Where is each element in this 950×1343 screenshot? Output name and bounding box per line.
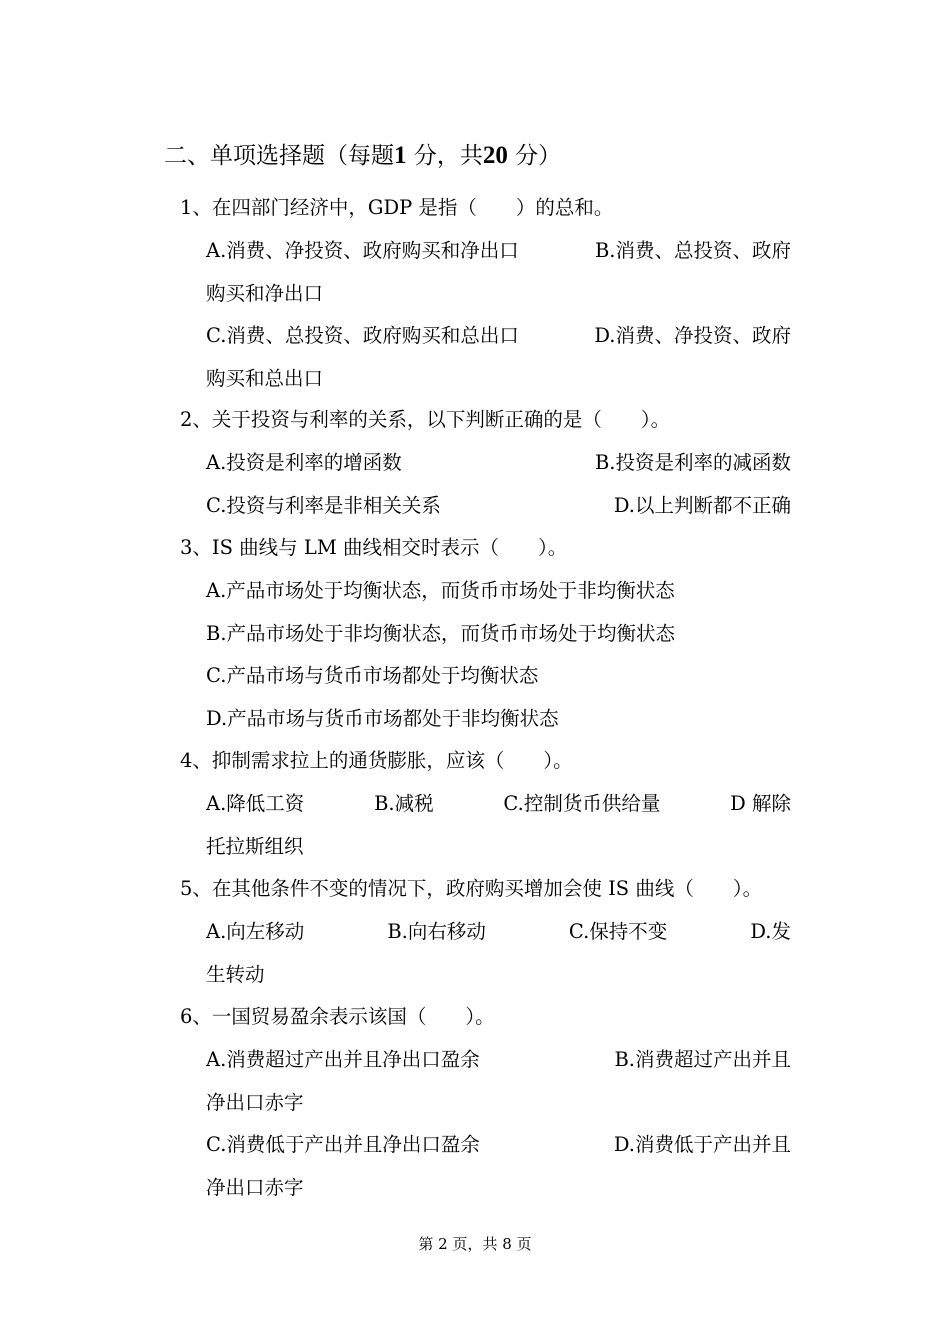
option-text: 托拉斯组织 [206, 834, 304, 858]
option-line [206, 832, 304, 862]
question-stem: 2、关于投资与利率的关系，以下判断正确的是（ ）。 [180, 408, 671, 431]
option-text: A.投资是利率的增函数 [206, 451, 402, 474]
option-text: D.以上判断都不正确 [613, 493, 791, 517]
option-text: D.产品市场与货币市场都处于非均衡状态 [206, 706, 559, 730]
section-title-mid: 分，共 [413, 143, 483, 169]
option-text: A.向左移动 [206, 920, 305, 943]
option-text: 购买和净出口 [206, 281, 324, 305]
option-line [206, 236, 791, 266]
option-line [206, 619, 675, 649]
option-text: C.控制货币供给量 [503, 792, 661, 815]
option-line [206, 1088, 304, 1118]
option-text: A.降低工资 [206, 792, 305, 815]
option-text: C.投资与利率是非相关关系 [206, 493, 441, 517]
question-stem: 4、抑制需求拉上的通货膨胀，应该（ ）。 [180, 749, 573, 772]
option-text: 生转动 [206, 962, 265, 986]
option-line [206, 704, 559, 734]
option-text: 购买和总出口 [206, 366, 324, 390]
question-stem: 3、IS 曲线与 LM 曲线相交时表示（ ）。 [180, 536, 568, 559]
option-line [206, 448, 791, 478]
option-text: 净出口赤字 [206, 1175, 304, 1199]
question-stem: 1、在四部门经济中，GDP 是指（ ）的总和。 [180, 196, 614, 219]
page-footer: 第 2 页，共 8 页 [418, 1235, 532, 1253]
option-text: A.消费、净投资、政府购买和净出口 [206, 239, 519, 262]
option-text: D.消费低于产出并且 [613, 1133, 791, 1156]
option-line [206, 1045, 791, 1075]
option-line [206, 321, 791, 351]
section-title-prefix: 二、单项选择题（每题 [164, 143, 394, 169]
option-line [206, 1130, 791, 1160]
option-line [206, 279, 323, 309]
option-text: B.向右移动 [387, 920, 486, 943]
option-text: B.消费、总投资、政府 [594, 239, 791, 262]
option-text: D.消费、净投资、政府 [594, 324, 791, 347]
option-line [206, 917, 791, 947]
option-text: C.产品市场与货币市场都处于均衡状态 [206, 664, 539, 687]
option-line [206, 576, 675, 606]
option-text: A.产品市场处于均衡状态，而货币市场处于非均衡状态 [206, 579, 675, 602]
option-text: C.保持不变 [568, 920, 668, 943]
option-line [206, 661, 538, 691]
option-line [206, 960, 265, 990]
option-text: C.消费、总投资、政府购买和总出口 [206, 324, 519, 347]
option-text: A.消费超过产出并且净出口盈余 [206, 1048, 480, 1071]
option-text: D 解除 [730, 792, 791, 815]
option-line [206, 789, 791, 819]
option-text: D.发 [750, 920, 791, 943]
option-text: 净出口赤字 [206, 1090, 304, 1114]
option-text: B.减税 [374, 792, 434, 815]
option-line [206, 364, 323, 394]
section-title [164, 138, 561, 174]
question-stem: 6、一国贸易盈余表示该国（ ）。 [180, 1005, 495, 1028]
option-text: B.消费超过产出并且 [614, 1048, 791, 1071]
section-title-suffix: 分） [515, 143, 562, 169]
score-total: 20 [482, 142, 508, 169]
option-line [206, 491, 791, 521]
option-text: B.产品市场处于非均衡状态，而货币市场处于均衡状态 [206, 621, 676, 645]
option-line [206, 1173, 304, 1203]
question-stem: 5、在其他条件不变的情况下，政府购买增加会使 IS 曲线（ ）。 [180, 877, 763, 900]
option-text: B.投资是利率的减函数 [594, 451, 791, 474]
score-each: 1 [394, 142, 407, 169]
option-text: C.消费低于产出并且净出口盈余 [206, 1133, 480, 1156]
